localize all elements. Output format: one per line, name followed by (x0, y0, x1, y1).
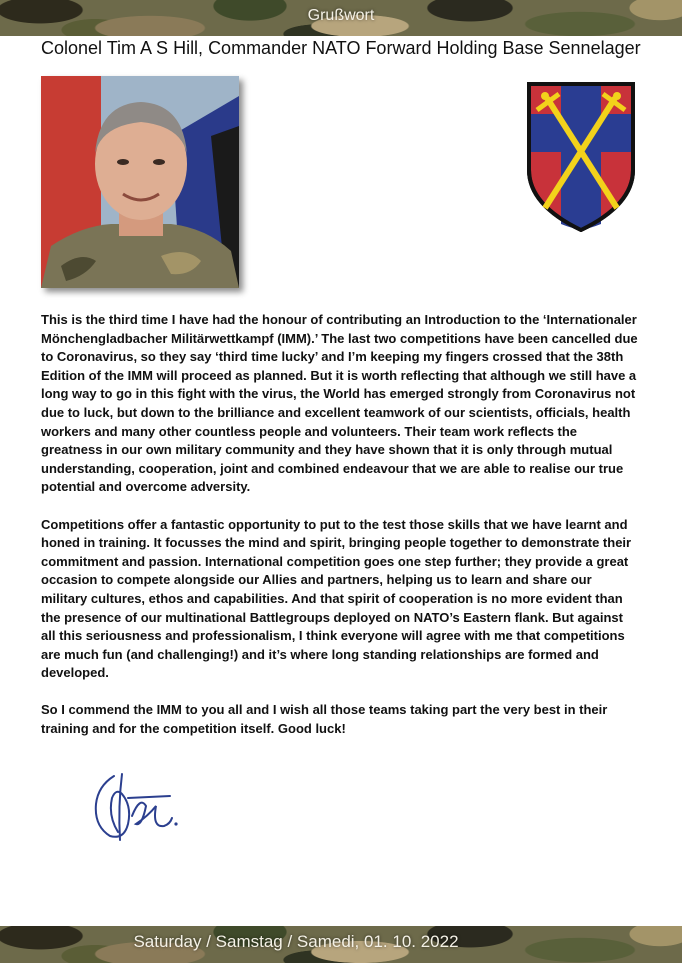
handwritten-signature (88, 766, 188, 846)
paragraph-1: This is the third time I have had the honour of contributing an Introduction to the ‘Internationaler Mönchengladbacher Militärwettkampf (IMM).’ The last two competitions have been cancelled due to Coronavirus, so they say ‘third time lucky’ and I’m keeping my fingers crossed that the 38th Edition of the IMM will proceed as planned. But it is worth reflecting that although we still have a long way to go in this fight with the virus, the World has emerged strongly from Coronavirus not due to luck, but down to the brilliance and excellent teamwork of our scientists, officials, health workers and many other countless people and volunteers. Their team work reflects the greatness in our own military community and they have shown that it is only through mutual understanding, cooperation, joint and combined endeavour that we are able to realise our true potential and overcome adversity. (41, 312, 638, 495)
page-title: Colonel Tim A S Hill, Commander NATO Forward Holding Base Sennelager (41, 38, 641, 58)
header-label: Grußwort (307, 7, 375, 24)
crossed-swords-shield-icon (525, 80, 637, 232)
footer-camo-band (0, 926, 682, 963)
paragraph-3: So I commend the IMM to you all and I wish all those teams taking part the very best in their training and for the competition itself. Good luck! (41, 702, 608, 737)
greeting-text (41, 311, 641, 757)
header-camo-band (0, 0, 682, 36)
portrait-illustration (41, 76, 239, 288)
paragraph-2: Competitions offer a fantastic opportunity to put to the test those skills that we have learnt and honed in training. It focusses the mind and spirit, bringing people together to demonstrate their commitment and passion. International competition goes one step further; they provide a great occasion to compete alongside our Allies and partners, helping us to learn and share our military cultures, ethos and capabilities. And that spirit of cooperation is no more evident than the presence of our multinational Battlegroups deployed on NATO’s Eastern flank. But against all this seriousness and professionalism, I think everyone will agree with me that competitions are much fun (and challenging!) and it’s where long standing relationships are formed and developed. (41, 516, 632, 681)
footer-date: Saturday / Samstag / Samedi, 01. 10. 2022 (133, 932, 459, 951)
portrait-photo (41, 76, 239, 288)
